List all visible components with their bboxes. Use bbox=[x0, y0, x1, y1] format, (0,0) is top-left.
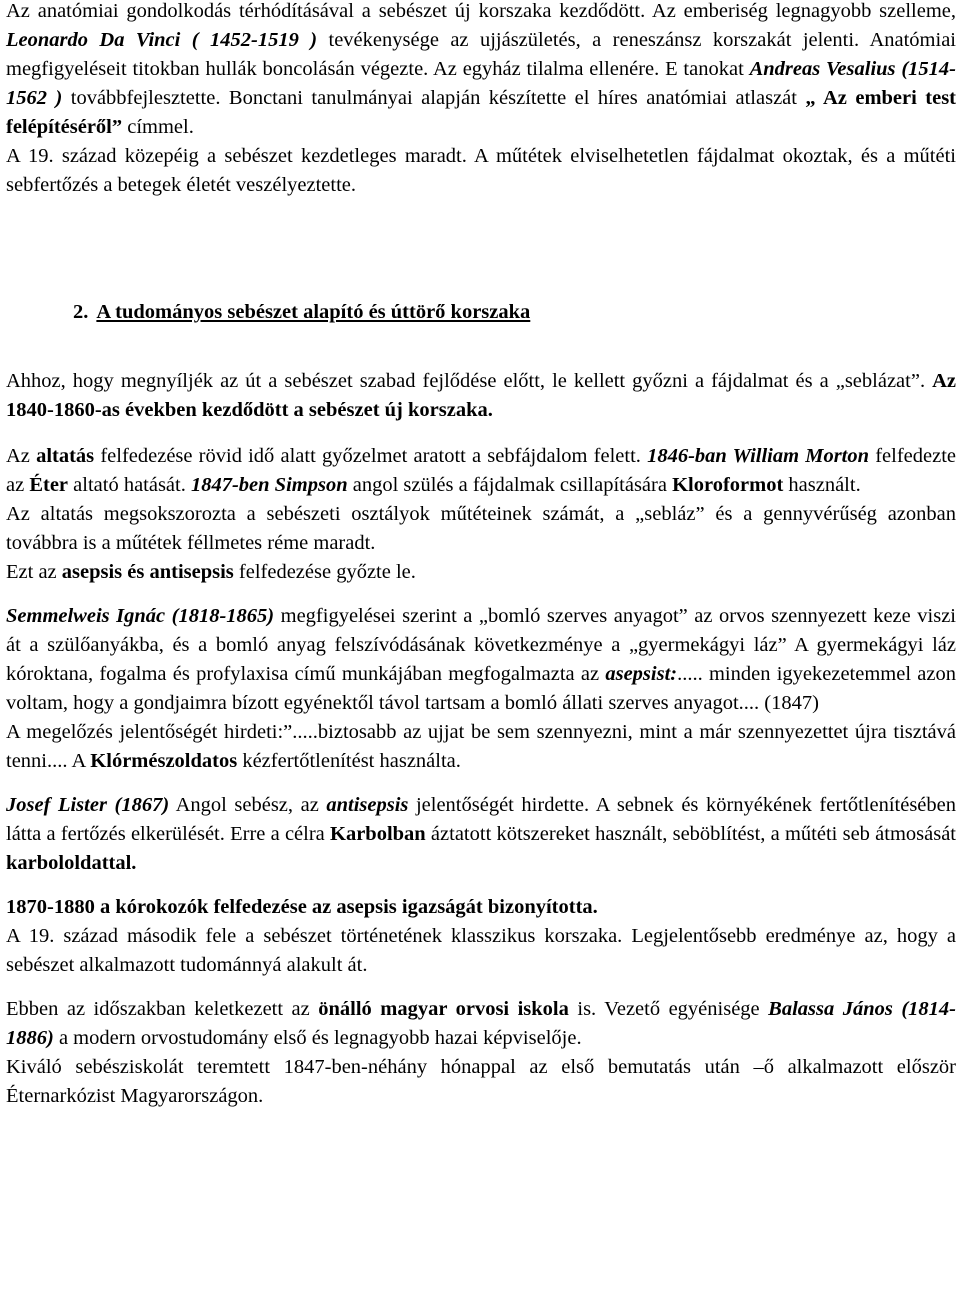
carbolic-term: Karbolban bbox=[330, 823, 426, 845]
vesalius-name: Andreas Vesalius (1514-1562 ) bbox=[6, 58, 957, 109]
text: továbbfejlesztette. Bonctani tanulmányai alapján készítette el híres anatómiai atlaszát bbox=[62, 87, 806, 109]
text: felfedezése rövid idő alatt győzelmet aratott a sebfájdalom felett. bbox=[94, 445, 648, 467]
text: is. Vezető egyénisége bbox=[568, 998, 769, 1020]
chlorine-lime-term: Klórmészoldatos bbox=[90, 750, 238, 772]
text: kézfertőtlenítést használta. bbox=[237, 750, 461, 772]
paragraph-classical-era bbox=[6, 922, 956, 980]
asepsis-term: asepsist: bbox=[605, 663, 678, 685]
text: Kiváló sebésziskolát teremtett 1847-ben-néhány hónappal az első bemutatás után –ő alkalmazott először Éternarkózist Magyarországon. bbox=[6, 1056, 956, 1107]
text: Az bbox=[6, 445, 37, 467]
text: felfedezése győzte le. bbox=[233, 561, 416, 583]
text: áztatott kötszereket használt, seböblítést, a műtéti seb átmosását bbox=[425, 823, 956, 845]
hungarian-school-term: önálló magyar orvosi iskola bbox=[318, 998, 569, 1020]
paragraph-prevention bbox=[6, 718, 956, 776]
text: megfigyelései szerint a „bomló szerves anyagot” az orvos szennyezett keze viszi át a szülőanyákba, és a bomló anyag felszívódásának következménye a „gyermekágyi láz” A gyermekágyi láz kóroktana, fogalma és profylaxisa című munkájában megfogalmazta az bbox=[6, 605, 956, 685]
text: jelentőségét hirdette. A sebnek és környékének fertőtlenítésében látta a fertőzés elkerülését. Erre a célra bbox=[6, 794, 956, 845]
anesthesia-term: altatás bbox=[36, 445, 95, 467]
ether-term: Éter bbox=[29, 474, 69, 496]
paragraph-lister bbox=[6, 791, 956, 878]
atlas-title: „ Az emberi test felépítéséről” bbox=[6, 87, 957, 138]
morton-name: 1846-ban William Morton bbox=[647, 445, 870, 467]
text: Ebben az időszakban keletkezett az bbox=[6, 998, 319, 1020]
paragraph-pathogens bbox=[6, 893, 956, 922]
section-number: 2. bbox=[73, 301, 89, 323]
text: Ahhoz, hogy megnyíljék az út a sebészet szabad fejlődése előtt, le kellett győzni a fájdalmat és a „seblázat”. bbox=[6, 370, 933, 392]
section-title: A tudományos sebészet alapító és úttörő korszaka bbox=[96, 301, 531, 323]
paragraph-semmelweis bbox=[6, 602, 956, 718]
text: Angol sebész, az bbox=[169, 794, 327, 816]
chloroform-term: Kloroformot bbox=[672, 474, 784, 496]
text: Az anatómiai gondolkodás térhódításával a sebészet új korszaka kezdődött. Az emberiség legnagyobb szelleme, bbox=[6, 0, 956, 22]
text: használt. bbox=[783, 474, 861, 496]
paragraph-fever-remained bbox=[6, 500, 956, 558]
simpson-name: 1847-ben Simpson bbox=[190, 474, 348, 496]
text: címmel. bbox=[122, 116, 194, 138]
text: Ezt az bbox=[6, 561, 62, 583]
paragraph-hungarian-school bbox=[6, 995, 956, 1053]
antisepsis-term: antisepsis bbox=[326, 794, 409, 816]
paragraph-asepsis-antisepsis bbox=[6, 558, 956, 587]
text: felfedezte az bbox=[6, 445, 956, 496]
text: ..... minden igyekezetemmel azon voltam, hogy a gondjaimra bízott egyénektől távol tartsam a bomló állati szerves anyagot.... (1847) bbox=[6, 663, 956, 714]
text: A 19. század második fele a sebészet történetének klasszikus korszaka. Legjelentősebb eredménye az, hogy a sebészet alkalmazott tudománnyá alakult át. bbox=[6, 925, 956, 976]
text: 1870-1880 a kórokozók felfedezése az asepsis igazságát bizonyította. bbox=[6, 896, 598, 918]
balassa-name: Balassa János (1814-1886) bbox=[6, 998, 957, 1049]
asepsis-antisepsis-term: asepsis és antisepsis bbox=[61, 561, 234, 583]
carbolic-solution-term: karbololdattal. bbox=[6, 852, 137, 874]
text: A 19. század közepéig a sebészet kezdetleges maradt. A műtétek elviselhetetlen fájdalmat okoztak, és a műtéti sebfertőzés a betegek életét veszélyeztette. bbox=[6, 145, 956, 196]
semmelweis-name: Semmelweis Ignác (1818-1865) bbox=[6, 605, 275, 627]
paragraph-anesthesia bbox=[6, 442, 956, 500]
paragraph-renaissance-anatomy bbox=[6, 0, 956, 142]
text: Az altatás megsokszorozta a sebészeti osztályok műtéteinek számát, a „sebláz” és a gennyvérűség azonban továbbra is a műtétek féllmetes réme maradt. bbox=[6, 503, 956, 554]
text: altató hatását. bbox=[68, 474, 191, 496]
text: angol szülés a fájdalmak csillapítására bbox=[347, 474, 673, 496]
paragraph-ether-narcosis bbox=[6, 1053, 956, 1111]
section-heading bbox=[73, 298, 956, 327]
text: tevékenysége az ujjászületés, a reneszánsz korszakát jelenti. Anatómiai megfigyeléseit titokban hullák boncolásán végezte. Az egyház tilalma ellenére. E tanokat bbox=[6, 29, 956, 80]
paragraph-19th-century bbox=[6, 142, 956, 200]
new-era-sentence: Az 1840-1860-as években kezdődött a sebészet új korszaka. bbox=[6, 370, 956, 421]
paragraph-pain-fever bbox=[6, 367, 956, 425]
leonardo-name: Leonardo Da Vinci ( 1452-1519 ) bbox=[6, 29, 318, 51]
text: a modern orvostudomány első és legnagyobb hazai képviselője. bbox=[53, 1027, 582, 1049]
text: A megelőzés jelentőségét hirdeti:”.....biztosabb az ujjat be sem szennyezni, mint a már szennyezettet újra tisztává tenni.... A bbox=[6, 721, 956, 772]
lister-name: Josef Lister (1867) bbox=[6, 794, 170, 816]
